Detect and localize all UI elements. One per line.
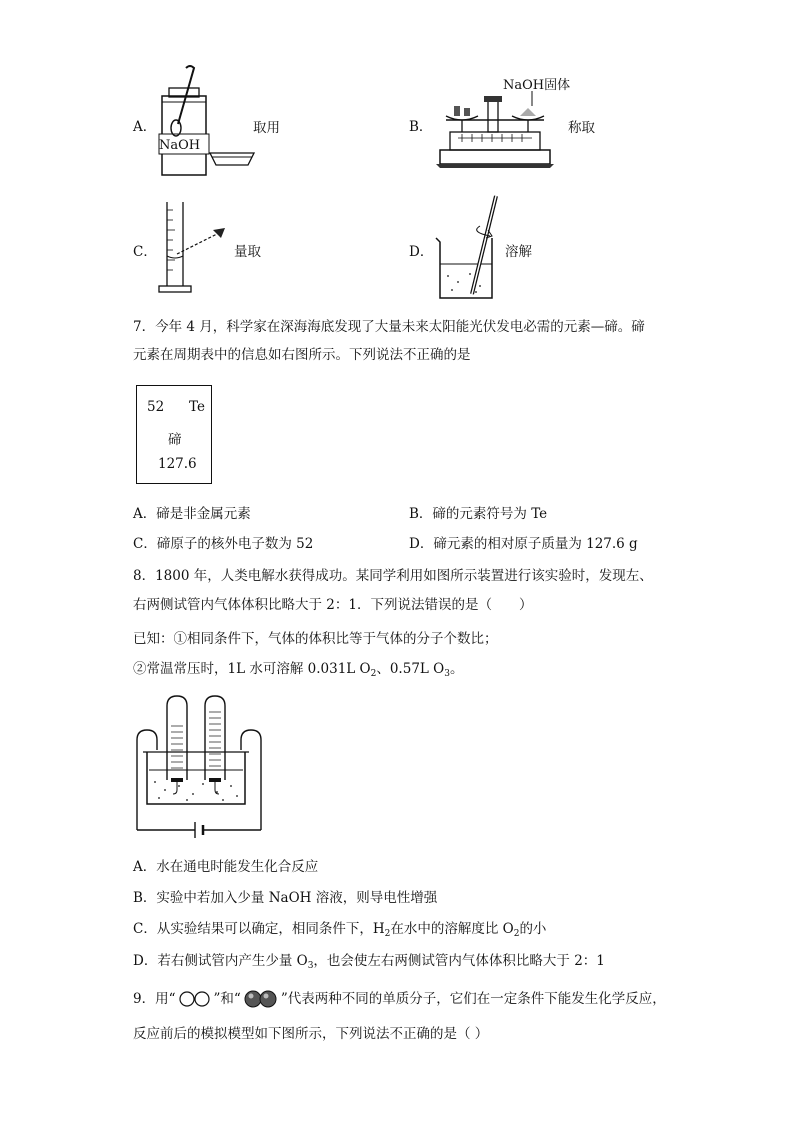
periodic-table-cell bbox=[136, 385, 212, 484]
q8-option-a[interactable]: A．水在通电时能发生化合反应 bbox=[133, 859, 319, 875]
q8-option-c[interactable]: C．从实验结果可以确定，相同条件下，$H_2$在水中的溶解度比 $O_2$的小 bbox=[133, 921, 547, 939]
naoh-bottle-label: NaOH bbox=[159, 138, 201, 153]
q8-option-d[interactable]: D．若右侧试管内产生少量 $O_3$，也会使左右两侧试管内气体体积比略大于 2：1 bbox=[133, 953, 605, 971]
white-molecule-icon bbox=[178, 990, 212, 1008]
q6-option-b-caption: 称取 bbox=[568, 120, 595, 136]
q7-option-a[interactable]: A．碲是非金属元素 bbox=[133, 506, 251, 522]
q7-stem-line2: 元素在周期表中的信息如右图所示。下列说法不正确的是 bbox=[133, 347, 471, 363]
q6-option-b-letter[interactable]: B． bbox=[409, 119, 433, 135]
q6-option-d-letter[interactable]: D． bbox=[409, 244, 434, 260]
q7-option-d[interactable]: D．碲元素的相对原子质量为 127.6 g bbox=[409, 536, 638, 552]
q8-stem-line1: 8．1800 年，人类电解水获得成功。某同学利用如图所示装置进行该实验时，发现左、 bbox=[133, 568, 653, 584]
element-symbol: Te bbox=[189, 399, 205, 415]
q8-known-2: ②常温常压时，1L 水可溶解 0.031L $O_2$、0.57L $O_3$。 bbox=[133, 661, 464, 679]
q6-option-d-caption: 溶解 bbox=[505, 244, 532, 260]
q7-stem-line1: 7．今年 4 月，科学家在深海海底发现了大量未来太阳能光伏发电必需的元素—碲。碲 bbox=[133, 319, 645, 335]
element-name: 碲 bbox=[168, 432, 182, 448]
q6-option-c-caption: 量取 bbox=[234, 244, 261, 260]
q9-stem-line1: 9．用“ ”和“ ”代表两种不同的单质分子，它们在一定条件下能发生化学反应， bbox=[133, 991, 666, 1007]
q9-stem-line2: 反应前后的模拟模型如下图所示，下列说法不正确的是（ ） bbox=[133, 1026, 489, 1042]
balance-scale-illustration bbox=[432, 88, 562, 178]
atomic-mass: 127.6 bbox=[158, 456, 197, 472]
q6-option-c-letter[interactable]: C． bbox=[133, 244, 157, 260]
q7-option-b[interactable]: B．碲的元素符号为 Te bbox=[409, 506, 548, 522]
q8-known-1: 已知：①相同条件下，气体的体积比等于气体的分子个数比； bbox=[133, 631, 498, 647]
q8-option-b[interactable]: B．实验中若加入少量 NaOH 溶液，则导电性增强 bbox=[133, 890, 438, 906]
q8-stem-line2: 右两侧试管内气体体积比略大于 2：1．下列说法错误的是（ ） bbox=[133, 597, 533, 613]
atomic-number: 52 bbox=[147, 399, 165, 415]
q7-option-c[interactable]: C．碲原子的核外电子数为 52 bbox=[133, 536, 314, 552]
q6-option-a-letter[interactable]: A． bbox=[133, 119, 157, 135]
naoh-solid-label: NaOH固体 bbox=[503, 78, 571, 93]
electrolysis-apparatus-illustration bbox=[133, 690, 273, 835]
reagent-bottle-illustration bbox=[150, 62, 270, 182]
dark-molecule-icon bbox=[243, 989, 279, 1009]
q6-option-a-caption: 取用 bbox=[253, 120, 280, 136]
